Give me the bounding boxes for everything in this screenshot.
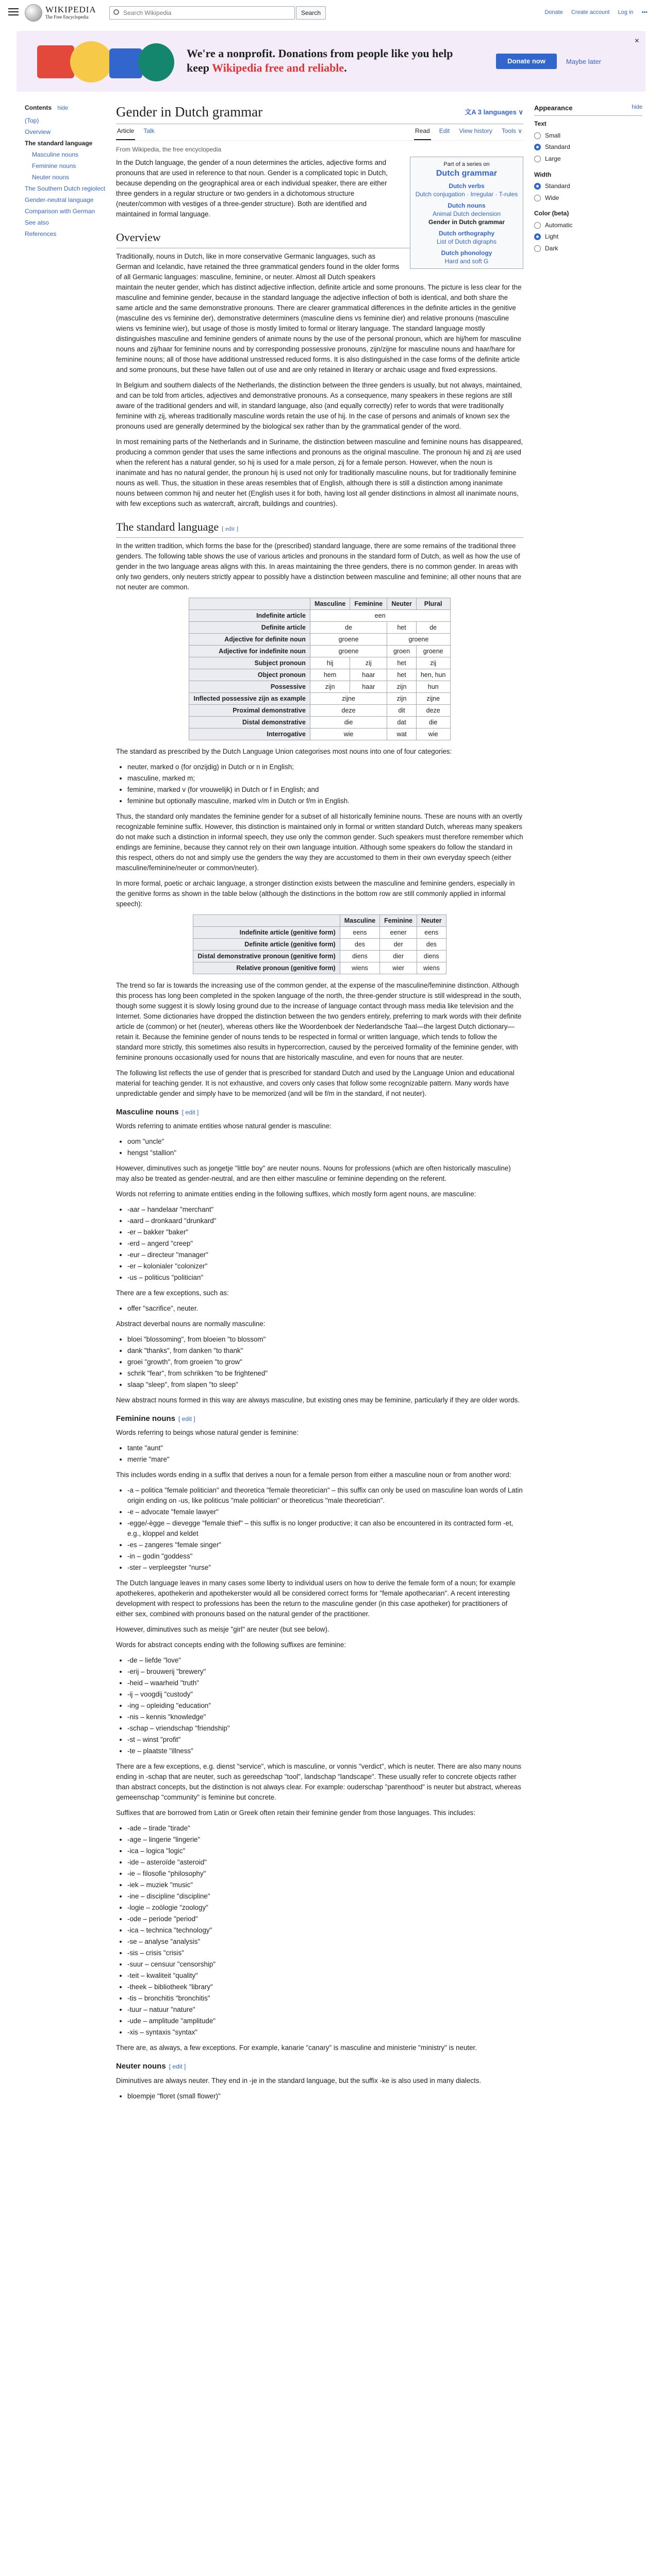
masculine-suffix-list — [116, 1205, 523, 1283]
list-item: • -egge/-ègge – dievegge "female thief" – this suffix is no longer productive; it can also be encountered in its contracted form -et, e.g., kloppel and keldet — [127, 1518, 523, 1539]
masculine-heading: Masculine nouns — [116, 1107, 179, 1116]
intro-paragraph: In the Dutch language, the gender of a noun determines the articles, adjective forms and pronouns that are used in reference to that noun. Gender is a complicated topic in Dutch, because depending on the geographical area or each individual speaker, there are either three genders in a regular structure or two genders in a dichotomous structure (neuter/common with vestiges of a three-gender structure). Both are identified and maintained in formal language. — [116, 158, 388, 218]
overview-paragraph-3: In most remaining parts of the Netherlands and in Suriname, the distinction between masculine and feminine nouns has disappeared, producing a common gender that uses the same inflections and pronouns as the original masculine. The pronoun hij and zij are used when the referent has a natural gender, so hij is used for a male person, zij for a female person. However, when the noun is inanimate and has no natural gender, the pronoun hij is used not only for traditionally masculine nouns, but for traditionally feminine nouns as well. Thus, the situation in these areas resembles that of English, although there is still a distinction among inanimate nouns between common hij and neuter het (English uses it for both, having lost all gender distinctions in almost all inanimate nouns, with few exceptions such as watercraft, aircraft, buildings and countries). — [116, 437, 523, 507]
table-cell: wie — [310, 728, 387, 740]
table-cell: groene — [387, 633, 450, 645]
infobox-part-of: Part of a series on — [443, 161, 490, 167]
feminine-abstract-list — [116, 1655, 523, 1756]
toc-item-references[interactable]: References — [25, 230, 57, 238]
infobox-dutch-nouns[interactable]: Dutch nouns — [448, 201, 486, 209]
banner-text-after: . — [344, 61, 347, 74]
list-item: • -suur – censuur "censorship" — [127, 1959, 523, 1970]
list-item: • -erd – angerd "creep" — [127, 1239, 523, 1249]
list-item: • -eur – directeur "manager" — [127, 1250, 523, 1260]
tab-view-history[interactable]: View history — [459, 127, 492, 135]
list-item: • feminine, marked v (for vrouwelijk) in Dutch or f in English; and — [127, 785, 523, 795]
table-cell: een — [310, 609, 450, 621]
table-cell: dier — [380, 950, 417, 962]
table-cell: wier — [380, 962, 417, 974]
radio-button-icon[interactable] — [534, 233, 541, 240]
list-item: • -de – liefde "love" — [127, 1655, 523, 1666]
list-item: • -iek – muziek "music" — [127, 1880, 523, 1890]
toc-item-the-southern-dutch-regiolect[interactable]: The Southern Dutch regiolect — [25, 185, 106, 193]
standard-paragraph-4: In more formal, poetic or archaic language, a stronger distinction exists between the masculine and feminine genders, especially in the genitive forms as shown in the table below (although the distinctions in the bottom row are still commonly applied in informal speech): — [116, 879, 515, 908]
infobox-noun-links[interactable]: Animal Dutch declension — [432, 210, 501, 217]
list-item: • -er – bakker "baker" — [127, 1227, 523, 1238]
infobox-orthography-links[interactable]: List of Dutch digraphs — [436, 238, 497, 245]
search-placeholder: Search Wikipedia — [123, 9, 172, 16]
radio-option-small[interactable] — [534, 131, 642, 141]
list-item: • -heid – waarheid "truth" — [127, 1678, 523, 1688]
masculine-examples-list — [116, 1137, 523, 1158]
table-cell: hij — [310, 657, 350, 669]
row-header: Indefinite article (genitive form) — [193, 926, 340, 938]
appearance-title: Appearance — [534, 104, 573, 112]
list-item: • -ij – voogdij "custody" — [127, 1689, 523, 1700]
table-cell: groene — [310, 633, 387, 645]
dutch-grammar-infobox — [410, 157, 523, 269]
radio-option-standard[interactable] — [534, 181, 642, 191]
appearance-header — [534, 103, 642, 116]
list-item: • -age – lingerie "lingerie" — [127, 1835, 523, 1845]
table-cell: zijne — [310, 692, 387, 704]
neuter-paragraph-1: Diminutives are always neuter. They end in -je in the standard language, but the suffix -ke is also used in many dialects. — [116, 2076, 482, 2084]
list-item: • slaap "sleep", from slapen "to sleep" — [127, 1380, 523, 1390]
table-row — [193, 938, 446, 950]
masculine-paragraph-2: However, diminutives such as jongetje "little boy" are neuter nouns. Nouns for professions (which are often historically masculine) may also be treated as gender-neutral, and are then either masculine or feminine depending on the referent. — [116, 1164, 511, 1183]
row-header: Interrogative — [189, 728, 310, 740]
list-item: • -ie – filosofie "philosophy" — [127, 1869, 523, 1879]
feminine-examples-list — [116, 1443, 523, 1465]
more-options-icon[interactable]: ••• — [641, 9, 648, 15]
text-size-group — [534, 119, 642, 163]
search-icon — [113, 9, 119, 15]
toc-item-overview[interactable]: Overview — [25, 128, 51, 136]
color-options — [534, 221, 642, 253]
radio-label: Small — [545, 131, 561, 139]
list-item: • -logie – zoölogie "zoology" — [127, 1903, 523, 1913]
column-header: Feminine — [350, 598, 387, 609]
row-header: Indefinite article — [189, 609, 310, 621]
list-item: • merrie "mare" — [127, 1454, 523, 1465]
list-item: • bloempje "floret (small flower)" — [127, 2091, 523, 2102]
table-cell: diens — [417, 950, 446, 962]
list-item: • -in – godin "goddess" — [127, 1551, 523, 1562]
table-cell: die — [310, 716, 387, 728]
list-item: • -ode – periode "period" — [127, 1914, 523, 1924]
table-cell: het — [387, 657, 417, 669]
toc-hide-button[interactable]: hide — [57, 105, 69, 111]
feminine-paragraph-8: There are, as always, a few exceptions. For example, kanarie "canary" is masculine and ministerie "ministry" is neuter. — [116, 2044, 477, 2052]
page-tabs — [116, 124, 523, 141]
tab-article[interactable]: Article — [116, 123, 135, 140]
list-item: • offer "sacrifice", neuter. — [127, 1303, 523, 1314]
search-input[interactable] — [109, 6, 295, 20]
table-row — [189, 657, 450, 669]
standard-paragraph-1: In the written tradition, which forms the base for the (prescribed) standard language, there are some remains of the traditional three genders. The following table shows the use of various articles and pronouns in the standard form of Dutch, as well as how the use of gender in the two language areas aligns with this. In areas maintaining the three genders, there is no common gender. In areas with only two genders, only neuters strictly appear to possibly have a distinction between masculine and feminine; all other nouns that are not neuter are common. — [116, 541, 522, 591]
toc-item-feminine-nouns[interactable]: Feminine nouns — [32, 162, 76, 170]
radio-label: Light — [545, 233, 559, 241]
table-cell: dit — [387, 704, 417, 716]
list-item: • -tuur – natuur "nature" — [127, 2005, 523, 2015]
feminine-paragraph-1: Words referring to beings whose natural gender is feminine: — [116, 1429, 299, 1437]
search-button[interactable]: Search — [296, 6, 326, 20]
feminine-heading: Feminine nouns — [116, 1414, 176, 1423]
radio-option-automatic[interactable] — [534, 221, 642, 230]
close-icon[interactable]: × — [634, 37, 639, 45]
table-row — [189, 728, 450, 740]
row-header: Definite article (genitive form) — [193, 938, 340, 950]
radio-label: Standard — [545, 143, 570, 151]
language-selector[interactable]: 文A 3 languages ∨ — [465, 108, 523, 116]
table-row — [189, 704, 450, 716]
feminine-suffix-list — [116, 1485, 523, 1573]
toc-item-masculine-nouns[interactable]: Masculine nouns — [32, 151, 79, 159]
feminine-paragraph-7: Suffixes that are borrowed from Latin or Greek often retain their feminine gender from those languages. This includes: — [116, 1809, 475, 1817]
banner-shape-blue — [109, 48, 142, 78]
table-cell: haar — [350, 669, 387, 681]
table-cell: der — [380, 938, 417, 950]
masculine-deverbal-list — [116, 1334, 523, 1390]
feminine-paragraph-2: This includes words ending in a suffix that derives a noun for a female person from either a masculine noun or from another word: — [116, 1471, 511, 1479]
radio-label: Wide — [545, 194, 559, 201]
list-item: • -ine – discipline "discipline" — [127, 1891, 523, 1902]
wikipedia-wordmark[interactable] — [45, 5, 96, 20]
banner-shape-yellow — [70, 41, 112, 82]
radio-label: Standard — [545, 182, 570, 190]
radio-button-icon[interactable] — [534, 222, 541, 229]
table-cell: de — [310, 621, 387, 633]
list-item: • bloei "blossoming", from bloeien "to blossom" — [127, 1334, 523, 1345]
row-header: Inflected possessive zijn as example — [189, 692, 310, 704]
masculine-paragraph-5: Abstract deverbal nouns are normally masculine: — [116, 1320, 266, 1328]
column-header: Masculine — [340, 914, 379, 926]
toc-item-neuter-nouns[interactable]: Neuter nouns — [32, 174, 70, 181]
list-item: • neuter, marked o (for onzijdig) in Dutch or n in English; — [127, 762, 523, 772]
log-in-link[interactable]: Log in — [618, 9, 634, 15]
list-item: • masculine, marked m; — [127, 773, 523, 784]
table-header-row — [193, 914, 446, 926]
radio-button-icon[interactable] — [534, 183, 541, 190]
table-cell: de — [416, 621, 450, 633]
table-row — [193, 950, 446, 962]
feminine-latin-suffix-list — [116, 1823, 523, 2038]
masculine-paragraph-3: Words not referring to animate entities ending in the following suffixes, which mostly form agent nouns, are masculine: — [116, 1190, 476, 1198]
table-cell: zijn — [310, 681, 350, 692]
infobox-dutch-orthography[interactable]: Dutch orthography — [439, 229, 494, 237]
list-item: • -e – advocate "female lawyer" — [127, 1507, 523, 1517]
feminine-paragraph-6: There are a few exceptions, e.g. dienst "service", which is masculine, or vonnis "verdict", which is neuter. There are also many nouns ending in -schap that are neuter, such as gereedschap "tool", landschap "landscape". These usually refer to concrete objects rather than abstract concepts, but the distinction is not always clear. For example: ouderschap "parenthood" is neuter but abstract, whereas gemeenschap "community" is feminine but concrete. — [116, 1762, 522, 1802]
table-cell: hem — [310, 669, 350, 681]
infobox-verb-links[interactable]: Dutch conjugation · Irregular · T-rules — [415, 190, 518, 198]
banner-text-before: We're a nonprofit. Donations from people like you help keep — [187, 47, 453, 74]
edit-section-link[interactable]: [ edit ] — [178, 1415, 195, 1423]
table-cell: wat — [387, 728, 417, 740]
row-header: Distal demonstrative pronoun (genitive form) — [193, 950, 340, 962]
table-cell: het — [387, 669, 417, 681]
list-item: • -a – politica "female politician" and theoretica "female theoretician" – this suffix can only be used on masculine loan words of Latin origin ending on -us, like politicus "male politician" or theoreticus "male theoretician". — [127, 1485, 523, 1506]
standard-paragraph-2: The standard as prescribed by the Dutch Language Union categorises most nouns into one of four categories: — [116, 747, 452, 755]
table-cell: het — [387, 621, 417, 633]
masculine-exceptions-list — [116, 1303, 523, 1314]
list-item: • -se – analyse "analysis" — [127, 1937, 523, 1947]
list-item: • -schap – vriendschap "friendship" — [127, 1723, 523, 1734]
edit-section-link[interactable]: [ edit ] — [169, 2063, 186, 2071]
toc-item-comparison-with-german[interactable]: Comparison with German — [25, 208, 95, 215]
overview-heading: Overview — [116, 230, 161, 244]
column-header — [193, 914, 340, 926]
list-item: • -aard – dronkaard "drunkard" — [127, 1216, 523, 1226]
table-row — [189, 692, 450, 704]
column-header: Feminine — [380, 914, 417, 926]
table-row — [189, 681, 450, 692]
row-header: Proximal demonstrative — [189, 704, 310, 716]
list-item: • feminine but optionally masculine, marked v/m in Dutch or f/m in English. — [127, 796, 523, 806]
table-row — [189, 633, 450, 645]
table-cell: zijn — [387, 681, 417, 692]
row-header: Adjective for definite noun — [189, 633, 310, 645]
edit-section-link[interactable]: [ edit ] — [222, 524, 239, 532]
list-item: • -te – plaatste "illness" — [127, 1746, 523, 1756]
list-item: • -ide – asteroïde "asteroid" — [127, 1857, 523, 1868]
main-menu-icon[interactable] — [8, 8, 19, 16]
table-cell: haar — [350, 681, 387, 692]
table-cell: zij — [350, 657, 387, 669]
column-header: Masculine — [310, 598, 350, 609]
banner-message — [187, 46, 475, 75]
radio-option-wide[interactable] — [534, 193, 642, 203]
column-header — [189, 598, 310, 609]
table-cell: dat — [387, 716, 417, 728]
column-header: Neuter — [387, 598, 417, 609]
list-item: • -ster – verpleegster "nurse" — [127, 1563, 523, 1573]
wikipedia-globe-logo[interactable] — [25, 4, 42, 22]
table-row — [189, 645, 450, 657]
text-size-label: Text — [534, 120, 547, 128]
radio-option-large[interactable] — [534, 154, 642, 164]
from-wikipedia: From Wikipedia, the free encyclopedia — [116, 146, 222, 153]
row-header: Relative pronoun (genitive form) — [193, 962, 340, 974]
infobox-current-page: Gender in Dutch grammar — [428, 218, 505, 226]
toc-item-gender-neutral-language[interactable]: Gender-neutral language — [25, 196, 94, 204]
masculine-paragraph-1: Words referring to animate entities whose natural gender is masculine: — [116, 1122, 332, 1130]
table-cell: eens — [340, 926, 379, 938]
maybe-later-link[interactable]: Maybe later — [566, 58, 601, 65]
table-cell: des — [417, 938, 446, 950]
radio-button-icon[interactable] — [534, 156, 541, 162]
appearance-hide-button[interactable]: hide — [632, 104, 642, 110]
list-item: • groei "growth", from groeien "to grow" — [127, 1357, 523, 1367]
tab-talk[interactable]: Talk — [143, 127, 155, 135]
genitive-forms-table — [193, 914, 446, 974]
table-row — [189, 609, 450, 621]
toc-item-top[interactable]: (Top) — [25, 117, 39, 125]
table-row — [189, 669, 450, 681]
banner-text-highlight: Wikipedia free and reliable — [212, 61, 344, 74]
table-cell: wiens — [417, 962, 446, 974]
infobox-dutch-phonology[interactable]: Dutch phonology — [441, 249, 492, 257]
list-item: • -er – kolonialer "colonizer" — [127, 1261, 523, 1272]
list-item: • -erij – brouwerij "brewery" — [127, 1667, 523, 1677]
list-item: • -tis – bronchitis "bronchitis" — [127, 1993, 523, 2004]
neuter-heading: Neuter nouns — [116, 2062, 166, 2071]
table-cell: groene — [310, 645, 387, 657]
overview-paragraph-2: In Belgium and southern dialects of the Netherlands, the distinction between the three genders is usually, but not always, maintained, and can be told from articles, adjectives and demonstrative pronouns. As a consequence, many speakers in these regions are still aware of the traditional genders and will, in standard language, also (and equally correctly) refer to words that were traditionally feminine with zij, whereas traditionally masculine words retain the use of hij. In the case of persons and animals of known sex the pronouns used are generally determined by the biological sex rather than by the grammatical gender of the word. — [116, 381, 522, 430]
radio-label: Large — [545, 155, 561, 162]
toc-list — [25, 115, 107, 240]
banner-shape-green — [138, 43, 174, 81]
appearance-panel — [534, 103, 642, 260]
table-cell: zijne — [416, 692, 450, 704]
list-item: • dank "thanks", from danken "to thank" — [127, 1346, 523, 1356]
list-item: • -nis – kennis "knowledge" — [127, 1712, 523, 1722]
table-cell: zij — [416, 657, 450, 669]
page-title: Gender in Dutch grammar — [116, 104, 263, 120]
row-header: Subject pronoun — [189, 657, 310, 669]
logo-tagline: The Free Encyclopedia — [45, 14, 89, 20]
list-item: • -theek – bibliotheek "library" — [127, 1982, 523, 1992]
table-cell: die — [416, 716, 450, 728]
list-item: • -xis – syntaxis "syntax" — [127, 2027, 523, 2038]
standard-paragraph-6: The following list reflects the use of gender that is prescribed for standard Dutch and used by the Language Union and educational material for teaching gender. It is not exhaustive, and covers only cases that follow some recognizable pattern. Many words have unpredictable gender and simply have to be memorized (and will be f/m in the standard, if not neuter). — [116, 1069, 515, 1097]
table-cell: diens — [340, 950, 379, 962]
donate-link[interactable]: Donate — [544, 9, 563, 15]
toc-item-see-also[interactable]: See also — [25, 219, 49, 227]
radio-label: Automatic — [545, 221, 573, 229]
table-of-contents — [25, 103, 107, 240]
user-links — [544, 8, 648, 17]
text-size-options — [534, 131, 642, 164]
article — [116, 103, 523, 2107]
list-item: • -ing – opleiding "education" — [127, 1701, 523, 1711]
table-cell: eens — [417, 926, 446, 938]
create-account-link[interactable]: Create account — [571, 9, 610, 15]
logo-word: WIKIPEDIA — [45, 5, 96, 14]
list-item: • schrik "fear", from schrikken "to be frightened" — [127, 1368, 523, 1379]
table-row — [189, 621, 450, 633]
toc-heading — [25, 103, 107, 113]
table-cell: groen — [387, 645, 417, 657]
section-masculine-nouns — [116, 1106, 523, 1118]
table-cell: hen, hun — [416, 669, 450, 681]
donation-banner — [16, 31, 646, 92]
standard-heading: The standard language — [116, 520, 219, 533]
width-label: Width — [534, 171, 552, 178]
table-row — [193, 926, 446, 938]
toc-title: Contents — [25, 104, 52, 111]
width-options — [534, 181, 642, 202]
section-feminine-nouns — [116, 1413, 523, 1425]
table-row — [189, 716, 450, 728]
row-header: Object pronoun — [189, 669, 310, 681]
table-row — [193, 962, 446, 974]
radio-option-light[interactable] — [534, 232, 642, 242]
list-item: • tante "aunt" — [127, 1443, 523, 1453]
column-header: Plural — [416, 598, 450, 609]
overview-paragraph-1: Traditionally, nouns in Dutch, like in more conservative Germanic languages, such as German and Icelandic, have retained the three grammatical genders found in the older forms of all Germanic languages: masculine, feminine, or neuter. Almost all Dutch speakers maintain the neuter gender, which has distinct adjective inflection, definite article and some pronouns. The picture is less clear for the masculine and feminine gender, because in the standard language the adjective inflection of both is identical, and both share the same article and the same demonstrative pronouns. There are clearer grammatical differences in the definite articles in the genitive (masculine des vs feminine der), demonstrative determiners (masculine diens vs feminine dier) and relative pronouns (masculine wiens vs feminine wier), but usage of those is mostly limited to formal or literary language. The standard language mostly distinguishes masculine and feminine genders of animate nouns by the use of the personal pronoun, which are hij/hem for masculine nouns and zij/haar for feminine nouns and by corresponding possessive pronouns, zijn/zijne for masculine nouns and haar/hare for feminine nouns; all of those have additional unstressed reduced forms. It is also distinguished in the case forms of the definite article and some pronouns, but these have fallen out of use and are only retained in literary or archaic usage and fixed expressions. — [116, 252, 522, 374]
feminine-paragraph-3: The Dutch language leaves in many cases some liberty to individual users on how to derive the female form of a noun; for example apothekeres, apothekerin and apothekerster would all be considered correct forms for "female apothecarian". A recent interesting development with respect to professions has been the return to the masculine gender (in this case apotheker) for practitioners of either sex, combined with pronouns based on the natural gender of the practitioner. — [116, 1579, 516, 1618]
toc-item-the-standard-language[interactable]: The standard language — [25, 140, 93, 147]
tab-edit[interactable]: Edit — [439, 127, 450, 135]
radio-button-icon[interactable] — [534, 245, 541, 252]
banner-illustration — [37, 41, 176, 82]
gender-categories-list — [116, 762, 523, 806]
banner-shape-red — [37, 45, 74, 78]
section-standard-language — [116, 518, 523, 538]
tab-read[interactable]: Read — [414, 123, 431, 140]
masculine-paragraph-4: There are a few exceptions, such as: — [116, 1289, 229, 1297]
list-item: • -teit – kwaliteit "quality" — [127, 1971, 523, 1981]
section-neuter-nouns — [116, 2060, 523, 2072]
table-cell: deze — [310, 704, 387, 716]
row-header: Adjective for indefinite noun — [189, 645, 310, 657]
standard-paragraph-3: Thus, the standard only mandates the feminine gender for a subset of all historically feminine nouns. These are nouns with an overtly recognizable feminine suffix. However, this distinction is maintained only in formal or written standard Dutch, whereas many speakers do not make such a distinction in informal speech, they use only the common gender. Such speakers must therefore remember which endings are feminine, because they cannot rely on their own language intuition. Although some speakers do follow the standard in this respect, others do not and simply use the genders the way they are accustomed to them in their own everyday speech (either masculine/feminine/neuter or common/neuter). — [116, 812, 523, 872]
list-item: • -aar – handelaar "merchant" — [127, 1205, 523, 1215]
table-cell: eener — [380, 926, 417, 938]
infobox-title-link[interactable]: Dutch grammar — [436, 168, 498, 178]
table-cell: hun — [416, 681, 450, 692]
color-label: Color (beta) — [534, 210, 569, 217]
list-item: • -es – zangeres "female singer" — [127, 1540, 523, 1550]
table-cell: wie — [416, 728, 450, 740]
neuter-examples-list — [116, 2091, 523, 2102]
radio-button-icon[interactable] — [534, 144, 541, 150]
table-cell: zijn — [387, 692, 417, 704]
list-item: • -ica – logica "logic" — [127, 1846, 523, 1856]
color-group — [534, 209, 642, 253]
edit-section-link[interactable]: [ edit ] — [181, 1108, 199, 1116]
row-header: Definite article — [189, 621, 310, 633]
list-item: • -ica – technica "technology" — [127, 1925, 523, 1936]
row-header: Possessive — [189, 681, 310, 692]
radio-option-dark[interactable] — [534, 244, 642, 253]
donate-now-button[interactable]: Donate now — [496, 54, 557, 69]
tab-tools[interactable]: Tools ∨ — [501, 127, 522, 135]
table-cell: des — [340, 938, 379, 950]
feminine-paragraph-5: Words for abstract concepts ending with the following suffixes are feminine: — [116, 1641, 346, 1649]
table-header-row — [189, 598, 450, 609]
infobox-dutch-verbs[interactable]: Dutch verbs — [449, 182, 485, 190]
list-item: • oom "uncle" — [127, 1137, 523, 1147]
radio-option-standard[interactable] — [534, 142, 642, 152]
list-item: • -us – politicus "politician" — [127, 1273, 523, 1283]
infobox-phonology-links[interactable]: Hard and soft G — [444, 257, 489, 265]
table-cell: wiens — [340, 962, 379, 974]
standard-paragraph-5: The trend so far is towards the increasing use of the common gender, at the expense of the masculine/feminine distinction. Although this process has long been completed in the spoken language of the north, the three-gender structure is still widespread in the south, though some suggest it is slowly losing ground due to the increase of language contact through mass media like television and the Internet. Some dictionaries have dropped the distinction between the two genders entirely, preferring to mark words with their definite article de (common) or het (neuter), whereas others like the Woordenboek der Nederlandsche Taal—the largest Dutch dictionary—retain it. Because the feminine gender of nouns tends to be respected in formal or written language, which tends to follow the standard more strictly, this sometimes also results in hypercorrection, caused by the perceived formality of the feminine gender, with feminine pronouns occasionally used for nouns that are historically masculine, and even for nouns that are neuter. — [116, 981, 522, 1061]
row-header: Distal demonstrative — [189, 716, 310, 728]
site-header — [0, 0, 662, 27]
list-item: • -ude – amplitude "amplitude" — [127, 2016, 523, 2026]
list-item: • -sis – crisis "crisis" — [127, 1948, 523, 1958]
table-cell: deze — [416, 704, 450, 716]
column-header: Neuter — [417, 914, 446, 926]
radio-label: Dark — [545, 245, 558, 252]
list-item: • hengst "stallion" — [127, 1148, 523, 1158]
radio-button-icon[interactable] — [534, 132, 541, 139]
gender-articles-table — [189, 598, 450, 740]
table-cell: groene — [416, 645, 450, 657]
list-item: • -st – winst "profit" — [127, 1735, 523, 1745]
width-group — [534, 170, 642, 203]
feminine-paragraph-4: However, diminutives such as meisje "girl" are neuter (but see below). — [116, 1625, 329, 1634]
masculine-paragraph-6: New abstract nouns formed in this way are always masculine, but existing ones may be feminine, particularly if they are older words. — [116, 1396, 520, 1404]
radio-button-icon[interactable] — [534, 195, 541, 201]
list-item: • -ade – tirade "tirade" — [127, 1823, 523, 1834]
